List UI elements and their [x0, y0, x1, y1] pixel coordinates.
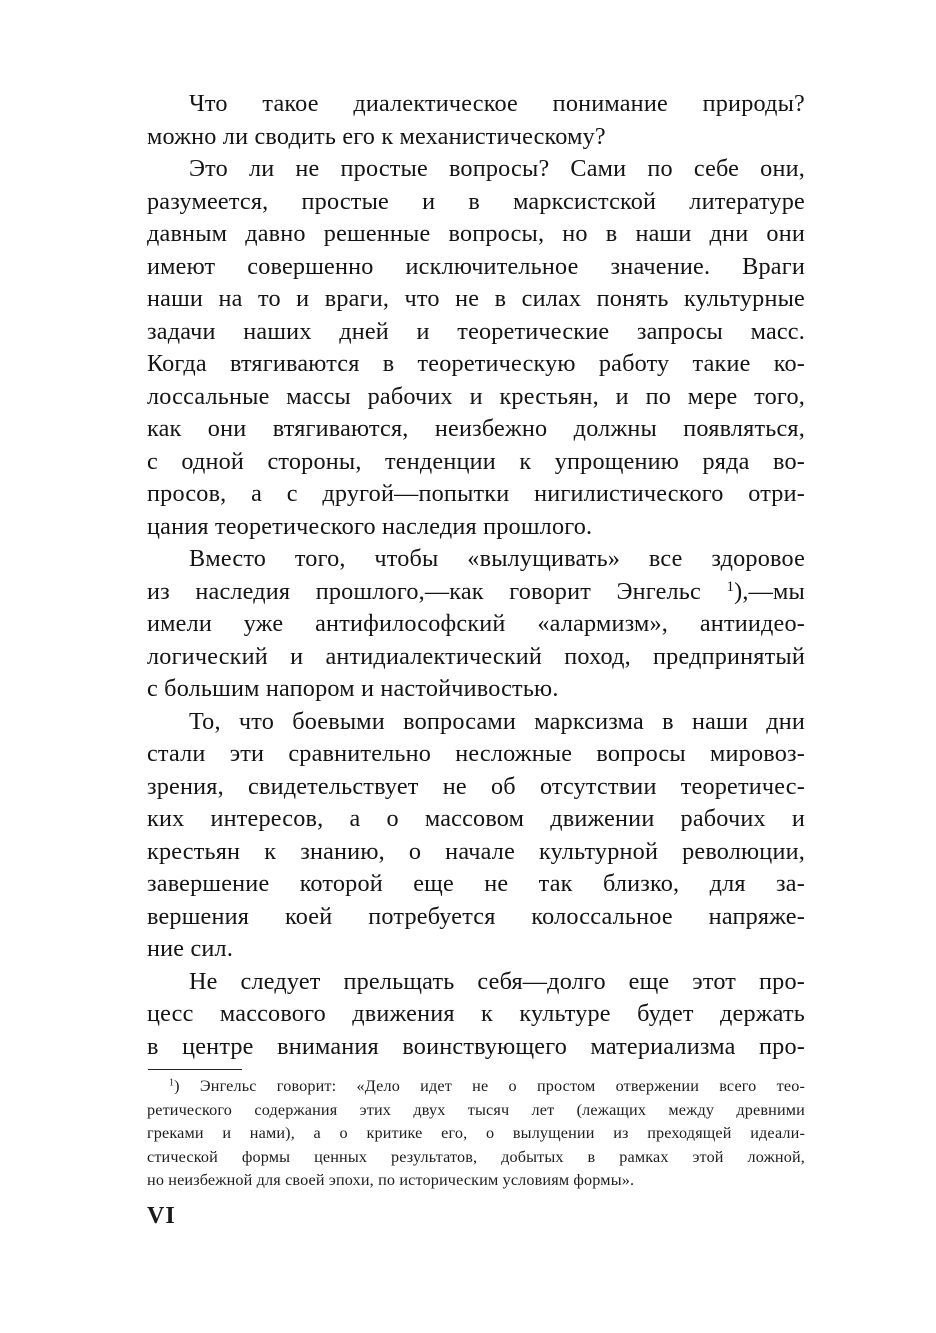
footnote-line: стической формы ценных результатов, добытых в рамках этой ложной, — [147, 1147, 805, 1166]
paragraph-5 — [147, 966, 805, 1064]
paragraph-4 — [147, 706, 805, 966]
text-line: лоссальные массы рабочих и крестьян, и по мере того, — [147, 382, 805, 410]
text-line: завершение которой еще не так близко, для за- — [147, 870, 805, 897]
text-segment: ) Энгельс говорит: «Дело идет не о простом отвержении всего тео- — [174, 1077, 805, 1095]
footnote-line: греками и нами), а о критике его, о вылущении из преходящей идеали- — [147, 1124, 805, 1143]
text-line: имеют совершенно исключительное значение. Враги — [147, 252, 805, 280]
text-line: То, что боевыми вопросами марксизма в наши дни — [189, 707, 805, 735]
text-line: зрения, свидетельствует не об отсутствии теоретичес- — [147, 772, 805, 800]
text-segment: из наследия прошлого,—как говорит Энгельс — [147, 577, 701, 605]
text-line: наши на то и враги, что не в силах понять культурные — [147, 285, 805, 312]
text-line: ние сил. — [147, 935, 234, 962]
footnote-reference[interactable]: 1 — [726, 578, 735, 595]
paragraph-2 — [147, 153, 805, 543]
page-number: VI — [147, 1203, 176, 1229]
text-line: логический и антидиалектический поход, предпринятый — [147, 642, 805, 670]
text-line: с большим напором и настойчивостью. — [147, 675, 559, 702]
text-line: просов, а с другой—попытки нигилистического отри- — [147, 480, 805, 507]
text-line: Вместо того, чтобы «вылущивать» все здоровое — [189, 545, 805, 572]
paragraph-1 — [147, 88, 805, 153]
paragraph-3 — [147, 543, 805, 706]
text-line: вершения коей потребуется колоссальное напряже- — [147, 902, 805, 930]
footnote-divider — [148, 1069, 242, 1070]
text-segment: ),—мы — [734, 577, 806, 605]
footnote-line: ретического содержания этих двух тысяч лет (лежащих между древними — [147, 1100, 805, 1119]
footnote-marker: 1 — [169, 1077, 175, 1089]
text-line: разумеется, простые и в марксистской литературе — [147, 187, 805, 215]
text-line: можно ли сводить его к механистическому? — [147, 122, 606, 150]
text-line: ких интересов, а о массовом движении рабочих и — [147, 805, 805, 832]
text-line: Когда втягиваются в теоретическую работу такие ко- — [147, 350, 805, 377]
text-line: задачи наших дней и теоретические запросы масс. — [147, 317, 805, 345]
text-line: Что такое диалектическое понимание природы? — [189, 90, 805, 117]
text-line: Это ли не простые вопросы? Сами по себе они, — [189, 155, 805, 182]
text-line: цесс массового движения к культуре будет держать — [147, 1000, 805, 1027]
main-text — [147, 88, 805, 1063]
text-line: крестьян к знанию, о начале культурной революции, — [147, 837, 805, 865]
text-line: цания теоретического наследия прошлого. — [147, 512, 593, 540]
text-line-with-footnote-ref — [147, 576, 805, 609]
text-line: стали эти сравнительно несложные вопросы мировоз- — [147, 740, 805, 767]
footnote-line: но неизбежной для своей эпохи, по историческим условиям формы». — [147, 1171, 635, 1190]
text-line: давным давно решенные вопросы, но в наши дни они — [147, 220, 805, 247]
footnote-line — [147, 1075, 805, 1099]
text-line: как они втягиваются, неизбежно должны появляться, — [147, 415, 805, 442]
text-line: с одной стороны, тенденции к упрощению ряда во- — [147, 447, 805, 475]
text-line: в центре внимания воинствующего материализма про- — [147, 1032, 805, 1060]
text-line: имели уже антифилософский «алармизм», антиидео- — [147, 610, 805, 637]
footnote — [147, 1075, 805, 1193]
text-line: Не следует прельщать себя—долго еще этот про- — [189, 967, 805, 995]
